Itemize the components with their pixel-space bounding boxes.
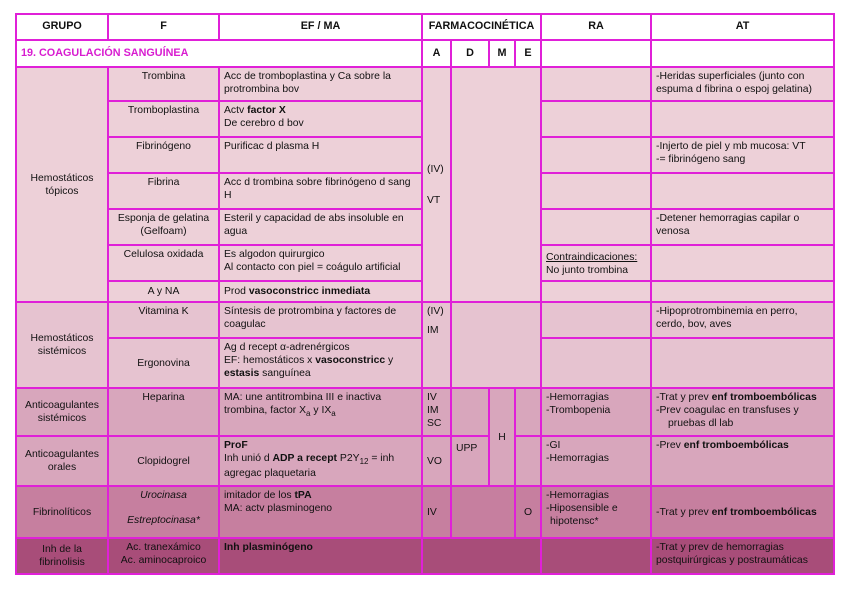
pk-e-empty [515,436,541,486]
pk-m-header: M [489,40,515,67]
section-at-empty [651,40,834,67]
pk-e-empty [515,388,541,436]
drug-name: Urocinasa Estreptocinasa* [108,486,219,538]
drug-ra: -Hemorragias -Hiposensible e hipotensc* [541,486,651,538]
header-farmacocinetica: FARMACOCINÉTICA [422,14,541,40]
route-cell [422,302,451,388]
pk-dist: UPP [451,436,489,486]
drug-ra: -Hemorragias -Trombopenia [541,388,651,436]
header-row [16,14,834,40]
drug-efma: Prod vasoconstricc inmediata [219,281,422,302]
drug-efma: Acc de tromboplastina y Ca sobre la protrombina bov [219,67,422,101]
drug-efma: Esteril y capacidad de abs insoluble en agua [219,209,422,245]
group-hemostaticos-topicos: Hemostáticos tópicos [16,67,108,302]
drug-name: Tromboplastina [108,101,219,137]
pk-empty [451,486,515,538]
drug-ra: Contraindicaciones: No junto trombina [541,245,651,281]
drug-efma: Es algodon quirurgico Al contacto con piel = coágulo artificial [219,245,422,281]
group-anticoagulantes-orales: Anticoagulantes orales [16,436,108,486]
drug-name: Celulosa oxidada [108,245,219,281]
drug-efma: Actv factor X De cerebro d bov [219,101,422,137]
table-row [16,538,834,574]
table-row [16,388,834,436]
route-vo: VO [422,436,451,486]
drug-name: A y NA [108,281,219,302]
drug-at: -Trat y prev enf tromboembólicas -Prev coagulac en transfuses y pruebas dl lab [651,388,834,436]
drug-at [651,101,834,137]
section-row [16,40,834,67]
group-inh-fibrinolisis: Inh de la fibrinolisis [16,538,108,574]
drug-efma: Purificac d plasma H [219,137,422,173]
drug-name: Trombina [108,67,219,101]
table-row [16,302,834,338]
drug-efma: Acc d trombina sobre fibrinógeno d sang H [219,173,422,209]
drug-efma: imitador de los tPA MA: actv plasminogeno [219,486,422,538]
route-iv: (IV) [427,163,444,175]
drug-at [651,338,834,388]
route-cell [422,67,451,302]
route-im: IM [427,325,439,336]
drug-name: Esponja de gelatina (Gelfoam) [108,209,219,245]
drug-efma: Ag d recept α-adrenérgicos EF: hemostáticos x vasoconstricc y estasis sanguínea [219,338,422,388]
section-title: 19. COAGULACIÓN SANGUÍNEA [16,40,422,67]
drug-name: Heparina [108,388,219,436]
group-fibrinoliticos: Fibrinolíticos [16,486,108,538]
pk-metab: H [489,388,515,486]
drug-name: Fibrina [108,173,219,209]
group-hemostaticos-sistemicos: Hemostáticos sistémicos [16,302,108,388]
drug-name: Clopidogrel [108,436,219,486]
drug-name: Fibrinógeno [108,137,219,173]
contraindications-label: Contraindicaciones: [546,252,638,263]
drug-at: -Injerto de piel y mb mucosa: VT -= fibrinógeno sang [651,137,834,173]
drug-at [651,245,834,281]
header-efma: EF / MA [219,14,422,40]
drug-at: -Trat y prev enf tromboembólicas [651,486,834,538]
pk-a-header: A [422,40,451,67]
header-grupo: GRUPO [16,14,108,40]
drug-at [651,281,834,302]
header-f: F [108,14,219,40]
pharmacology-table [15,13,835,575]
drug-at: -Prev enf tromboembólicas [651,436,834,486]
drug-ra: -GI -Hemorragias [541,436,651,486]
drug-at [651,173,834,209]
pk-d-empty [451,388,489,436]
pk-empty [451,302,541,388]
drug-efma: Síntesis de protrombina y factores de coagulac [219,302,422,338]
drug-name: Vitamina K [108,302,219,338]
drug-name: Ergonovina [108,338,219,388]
pk-e-header: E [515,40,541,67]
drug-ra [541,302,651,338]
drug-ra [541,137,651,173]
drug-efma: ProF Inh unió d ADP a recept $P2Y_{12}$ = inh agregac plaquetaria [219,436,422,486]
header-ra: RA [541,14,651,40]
pk-excr: O [515,486,541,538]
drug-efma: Inh plasminógeno [219,538,422,574]
pk-empty [422,538,541,574]
route-iv: IV [422,486,451,538]
table-row [16,486,834,538]
drug-ra [541,67,651,101]
drug-ra [541,101,651,137]
route-cell: IV IM SC [422,388,451,436]
drug-ra [541,173,651,209]
drug-at: -Heridas superficiales (junto con espuma d fibrina o espoj gelatina) [651,67,834,101]
drug-ra [541,338,651,388]
table-row [16,436,834,486]
drug-at: -Trat y prev de hemorragias postquirúrgicas y postraumáticas [651,538,834,574]
drug-ra [541,538,651,574]
drug-ra [541,281,651,302]
header-at: AT [651,14,834,40]
drug-efma: MA: une antitrombina III e inactiva trombina, factor $X_a$ y $IX_a$ [219,388,422,436]
drug-at: -Hipoprotrombinemia en perro, cerdo, bov, aves [651,302,834,338]
drug-name: Ac. tranexámico Ac. aminocaproico [108,538,219,574]
route-vt: VT [427,194,441,206]
drug-ra [541,209,651,245]
group-anticoagulantes-sistemicos: Anticoagulantes sistémicos [16,388,108,436]
pk-empty [451,67,541,302]
table-row [16,67,834,101]
section-ra-empty [541,40,651,67]
route-iv: (IV) [427,306,444,317]
drug-at: -Detener hemorragias capilar o venosa [651,209,834,245]
pk-d-header: D [451,40,489,67]
